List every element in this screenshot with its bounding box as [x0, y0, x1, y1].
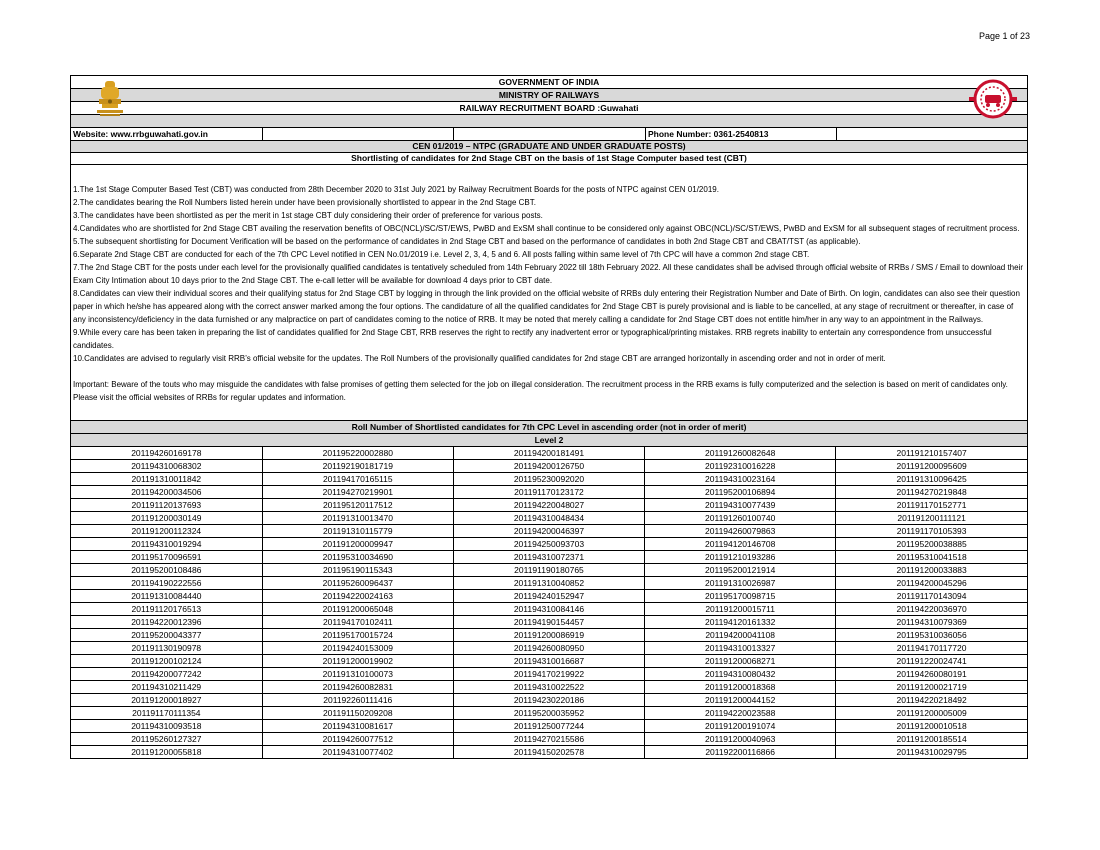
roll-number-cell: 201191200055818: [71, 746, 262, 759]
roll-number-cell: 201194260169178: [71, 447, 262, 460]
roll-number-cell: 201195310036056: [836, 629, 1027, 642]
roll-number-cell: 201194120146708: [645, 538, 836, 551]
roll-number-cell: 201194310029795: [896, 747, 967, 757]
table-row: [71, 746, 1027, 759]
roll-number-cell: 201191200033883: [836, 564, 1027, 577]
table-row: [71, 499, 1027, 512]
roll-number-cell: 201194150202578: [453, 746, 644, 759]
table-row: [71, 694, 1027, 707]
table-row: [71, 733, 1027, 746]
note-item: 9.While every care has been taken in preparing the list of candidates qualified for 2nd Stage CBT, RRB reserves the right to rectify any inadvertent error or typographical/printing mistakes. RRB regrets inability to entertain any correspondence from unsuccessful candidates.: [73, 328, 992, 350]
roll-number-cell: 201191130190978: [71, 642, 262, 655]
indian-railways-logo-icon: [967, 79, 1019, 119]
roll-number-cell: 201194240152947: [453, 590, 644, 603]
page-number: Page 1 of 23: [978, 31, 1030, 41]
roll-number-cell: 201195170098715: [645, 590, 836, 603]
table-row: [71, 538, 1027, 551]
note-item: 2.The candidates bearing the Roll Numbers listed herein under have been provisionally shortlisted to appear in the 2nd Stage CBT.: [73, 198, 536, 207]
roll-number-cell: 201194240153009: [262, 642, 453, 655]
roll-number-cell: 201194200045296: [836, 577, 1027, 590]
roll-number-cell: 201191200040963: [645, 733, 836, 746]
roll-number-cell: 201191170143094: [836, 590, 1027, 603]
emblem-of-india-icon: [91, 79, 129, 119]
contact-empty-cell: [263, 128, 454, 140]
table-row: [71, 473, 1027, 486]
roll-number-cell: 201194310079369: [836, 616, 1027, 629]
table-row: [71, 512, 1027, 525]
table-row: [71, 642, 1027, 655]
roll-number-cell: 201191250077244: [453, 720, 644, 733]
roll-number-cell: 201194220023588: [645, 707, 836, 720]
shortlisting-title: Shortlisting of candidates for 2nd Stage CBT on the basis of 1st Stage Computer based test (CBT): [71, 153, 1027, 165]
roll-number-cell: 201194220012396: [71, 616, 262, 629]
roll-number-cell: 201191260100740: [645, 512, 836, 525]
roll-number-cell: 201191120137693: [71, 499, 262, 512]
roll-number-cell: 201194310084146: [453, 603, 644, 616]
roll-number-cell: 201192310016228: [645, 460, 836, 473]
roll-number-cell: 201194310016687: [453, 655, 644, 668]
important-notice: Important: Beware of the touts who may misguide the candidates with false promises of getting them selected for the job on illegal consideration. The recruitment process in the RRB exams is fully computerized and the selection is based on merit of candidates only. Please visit the official websites of RRBs for regular updates and information.: [73, 380, 1008, 402]
roll-number-cell: 201191150209208: [262, 707, 453, 720]
roll-number-cell: 201195200108486: [71, 564, 262, 577]
roll-number-cell: 201194200126750: [453, 460, 644, 473]
roll-number-cell: 201195120117512: [262, 499, 453, 512]
roll-number-cell: 201195230092020: [453, 473, 644, 486]
note-item: 10.Candidates are advised to regularly visit RRB’s official website for the updates. The Roll Numbers of the provisionally qualified candidates for 2nd stage CBT are arranged horizontally in ascending order and not in order of merit.: [73, 354, 886, 363]
roll-number-cell: 201191210157407: [836, 447, 1027, 460]
roll-number-cell: 201191200015711: [645, 603, 836, 616]
roll-number-cell: 201195170015724: [262, 629, 453, 642]
roll-number-cell: 201194260077512: [262, 733, 453, 746]
note-item: 6.Separate 2nd Stage CBT are conducted for each of the 7th CPC Level notified in CEN No.01/2019 i.e. Level 2, 3, 4, 5 and 6. All posts falling within same level of 7th CPC will have a common 2nd stage CBT.: [73, 250, 810, 259]
roll-number-cell: 201191200112324: [71, 525, 262, 538]
roll-number-cell: 201195260096437: [262, 577, 453, 590]
roll-number-cell: 201191310013470: [262, 512, 453, 525]
note-item: 4.Candidates who are shortlisted for 2nd Stage CBT availing the reservation benefits of OBC(NCL)/SC/ST/EWS, PwBD and ExSM shall continue to be considered only against OBC(NCL)/SC/ST/EWS, PwBD and ExSM for all subsequent stages of recruitment process.: [73, 224, 1020, 233]
table-row: [71, 616, 1027, 629]
roll-number-cell: 201191170123172: [453, 486, 644, 499]
roll-number-cell: 201195200043377: [71, 629, 262, 642]
roll-number-cell: 201194310211429: [71, 681, 262, 694]
roll-number-cell: 201194310072371: [453, 551, 644, 564]
table-row: [71, 577, 1027, 590]
roll-number-cell: 201191200086919: [453, 629, 644, 642]
roll-number-cell: 201194270219901: [262, 486, 453, 499]
roll-number-cell: 201194250093703: [453, 538, 644, 551]
header-rrb: RAILWAY RECRUITMENT BOARD :Guwahati: [71, 102, 1027, 115]
roll-number-cell: 201195200106894: [645, 486, 836, 499]
roll-number-cell: 201195220002880: [262, 447, 453, 460]
table-row: [71, 564, 1027, 577]
roll-number-cell: 201194260080191: [836, 668, 1027, 681]
roll-number-cell: 201194310077439: [645, 499, 836, 512]
table-row: [71, 655, 1027, 668]
document-frame: [70, 75, 1028, 759]
roll-number-cell: 201194170165115: [262, 473, 453, 486]
note-item: 1.The 1st Stage Computer Based Test (CBT) was conducted from 28th December 2020 to 31st July 2021 by Railway Recruitment Boards for the posts of NTPC against CEN 01/2019.: [73, 185, 719, 194]
table-row: [71, 551, 1027, 564]
roll-number-cell: 201191200044152: [645, 694, 836, 707]
roll-number-cell: 201194310019294: [71, 538, 262, 551]
roll-number-cell: 201195170096591: [71, 551, 262, 564]
roll-number-cell: 201194260080950: [453, 642, 644, 655]
contact-empty-cell: [454, 128, 646, 140]
table-row: [71, 629, 1027, 642]
roll-number-cell: 201194310081617: [262, 720, 453, 733]
table-row: [71, 720, 1027, 733]
roll-number-cell: 201194310068302: [71, 460, 262, 473]
roll-number-cell: 201194220048027: [453, 499, 644, 512]
note-item: 3.The candidates have been shortlisted as per the merit in 1st stage CBT duly considering their order of preference for various posts.: [73, 211, 543, 220]
roll-number-heading: Roll Number of Shortlisted candidates for 7th CPC Level in ascending order (not in order of merit): [71, 421, 1027, 434]
roll-number-cell: 201191200030149: [71, 512, 262, 525]
roll-number-cell: 201191200010518: [836, 720, 1027, 733]
roll-number-cell: 201194310093518: [71, 720, 262, 733]
roll-number-cell: 201194220024163: [262, 590, 453, 603]
roll-number-cell: 201191310040852: [453, 577, 644, 590]
roll-number-cell: 201191200065048: [262, 603, 453, 616]
roll-number-cell: 201195310041518: [836, 551, 1027, 564]
table-row: [71, 603, 1027, 616]
roll-number-cell: 201194200181491: [453, 447, 644, 460]
table-row: [71, 460, 1027, 473]
roll-number-cell: 201191200068271: [645, 655, 836, 668]
level-heading: Level 2: [71, 434, 1027, 447]
header-spacer: [71, 115, 1027, 128]
note-item: 7.The 2nd Stage CBT for the posts under each level for the provisionally qualified candidates is tentatively scheduled from 14th February 2022 till 18th February 2022. All these candidates shall be advised through official website of RRBs / SMS / Email to download their Exam City Intimation about 10 days prior to the 2nd Stage CBT. The e-call letter will be available for download 4 days prior to CBT date.: [73, 263, 1024, 285]
roll-number-table: [71, 447, 1027, 758]
roll-number-cell: 201194230220186: [453, 694, 644, 707]
roll-number-cell: 201194220218492: [836, 694, 1027, 707]
roll-number-cell: 201191220024741: [836, 655, 1027, 668]
roll-number-cell: 201195200038885: [836, 538, 1027, 551]
roll-number-cell: 201195200035952: [453, 707, 644, 720]
roll-number-cell: 201194220036970: [836, 603, 1027, 616]
phone-text: Phone Number: 0361-2540813: [646, 128, 837, 140]
roll-number-cell: 201191200005009: [836, 707, 1027, 720]
contact-empty-cell: [837, 128, 1027, 140]
cen-title: CEN 01/2019 – NTPC (GRADUATE AND UNDER GRADUATE POSTS): [71, 141, 1027, 153]
roll-number-cell: 201195310034690: [262, 551, 453, 564]
roll-number-cell: 201191260082648: [645, 447, 836, 460]
roll-number-cell: 201192260111416: [262, 694, 453, 707]
table-row: [71, 447, 1027, 460]
roll-number-cell: 201191120176513: [71, 603, 262, 616]
note-item: 5.The subsequent shortlisting for Document Verification will be based on the performance of candidates in 2nd Stage CBT and based on the performance of candidates in both 2nd Stage CBT and CBAT/TST (as applicable).: [73, 237, 861, 246]
roll-number-cell: 201191310026987: [645, 577, 836, 590]
roll-number-cell: 201194170117720: [836, 642, 1027, 655]
roll-number-cell: 201194170219922: [453, 668, 644, 681]
roll-number-cell: 201194270215586: [453, 733, 644, 746]
roll-number-cell: 201192190181719: [262, 460, 453, 473]
roll-number-cell: 201194170102411: [262, 616, 453, 629]
roll-number-cell: 201191200018368: [645, 681, 836, 694]
roll-number-cell: 201191210193286: [645, 551, 836, 564]
roll-number-cell: 201194260079863: [645, 525, 836, 538]
roll-number-cell: 201194190222556: [71, 577, 262, 590]
roll-number-cell: 201195260127327: [71, 733, 262, 746]
roll-number-cell: 201194200034506: [71, 486, 262, 499]
table-row: [71, 668, 1027, 681]
roll-number-cell: 201191200019902: [262, 655, 453, 668]
roll-number-cell: 201191200009947: [262, 538, 453, 551]
note-item: 8.Candidates can view their individual scores and their qualifying status for 2nd Stage CBT by logging in through the link provided on the official website of RRBs duly entering their Registration Number and Date of Birth. On login, candidates can also see their question paper in which he/she has appeared along with the correct answer marked among the four options. The candidature of all the qualified candidates for 2nd Stage CBT is purely provisional and is liable to be cancelled, at any stage of recruitment or thereafter, in case of any inconsistency/deficiency in the data furnished or any malpractice on part of candidates coming to the notice of RRB. It may be noted that merely calling a candidate for 2nd Stage CBT does not entitle him/her in any way to an appointment in the Railways.: [73, 289, 1020, 324]
roll-number-cell: 201194310048434: [453, 512, 644, 525]
roll-number-cell: 201194200046397: [453, 525, 644, 538]
roll-number-cell: 201191200021719: [836, 681, 1027, 694]
roll-number-cell: 201191200185514: [836, 733, 1027, 746]
roll-number-cell: 201195190115343: [262, 564, 453, 577]
roll-number-cell: 201195200121914: [645, 564, 836, 577]
table-row: [71, 707, 1027, 720]
table-row: [71, 486, 1027, 499]
roll-number-cell: 201194270219848: [836, 486, 1027, 499]
roll-number-cell: 201191170111354: [71, 707, 262, 720]
roll-number-cell: 201191170152771: [836, 499, 1027, 512]
roll-number-cell: 201191310084440: [71, 590, 262, 603]
roll-number-cell: 201194260082831: [262, 681, 453, 694]
table-row: [71, 681, 1027, 694]
header-government: GOVERNMENT OF INDIA: [71, 76, 1027, 89]
roll-number-cell: 201191190180765: [453, 564, 644, 577]
roll-number-cell: 201194190154457: [453, 616, 644, 629]
table-row: [71, 525, 1027, 538]
website-text: Website: www.rrbguwahati.gov.in: [71, 128, 263, 140]
roll-number-cell: 201191170105393: [836, 525, 1027, 538]
roll-number-cell: 201194310077402: [262, 746, 453, 759]
table-row: [71, 590, 1027, 603]
roll-number-cell: 201191310011842: [71, 473, 262, 486]
roll-number-cell: 201192200116866: [645, 746, 836, 759]
roll-number-cell: 201194120161332: [645, 616, 836, 629]
roll-number-cell: 201194310013327: [645, 642, 836, 655]
roll-number-cell: 201191200111121: [836, 512, 1027, 525]
notes-section: [71, 165, 1027, 421]
roll-number-cell: 201191200102124: [71, 655, 262, 668]
roll-number-cell: 201191310096425: [836, 473, 1027, 486]
roll-number-cell: 201191310115779: [262, 525, 453, 538]
roll-number-cell: 201191310100073: [262, 668, 453, 681]
roll-number-cell: 201194310023164: [645, 473, 836, 486]
contact-row: [71, 128, 1027, 141]
roll-number-cell: 201194310080432: [645, 668, 836, 681]
roll-number-cell: 201194200077242: [71, 668, 262, 681]
roll-number-cell: 201191200095609: [836, 460, 1027, 473]
roll-number-cell: 201191200018927: [71, 694, 262, 707]
roll-number-cell: 201191200191074: [645, 720, 836, 733]
roll-number-cell: 201194200041108: [645, 629, 836, 642]
roll-number-cell: 201194310022522: [453, 681, 644, 694]
header-ministry: MINISTRY OF RAILWAYS: [71, 89, 1027, 102]
